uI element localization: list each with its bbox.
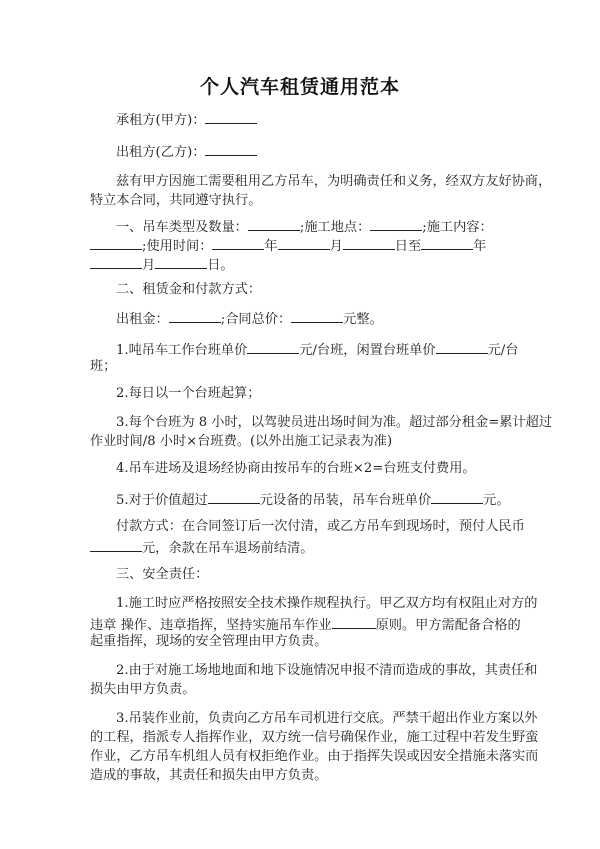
idle-price-blank[interactable]	[436, 340, 488, 354]
site-blank[interactable]	[370, 217, 422, 231]
item3-3-line-2: 的工程，指派专人指挥作业，双方统一信号确保作业，施工过程中若发生野蛮	[90, 730, 539, 745]
item2-1-line-1	[116, 340, 518, 359]
use-time-label: ;使用时间：	[142, 239, 213, 254]
section1-line-1	[116, 217, 493, 236]
safety-principle-blank[interactable]	[332, 615, 376, 629]
lessor-line	[116, 142, 257, 161]
work-content-label: ;施工内容：	[422, 220, 493, 235]
end-day-blank[interactable]	[155, 255, 207, 269]
item2-1-line-2: 班；	[90, 359, 117, 374]
total-price-blank[interactable]	[291, 309, 343, 323]
section1-line-2	[90, 236, 486, 255]
day-to-label: 日至	[394, 239, 422, 254]
item2-5	[116, 490, 510, 509]
payment-line-2	[90, 538, 313, 557]
item2-2: 2.每日以一个台班起算；	[116, 386, 261, 401]
work-content-blank[interactable]	[90, 236, 142, 250]
total-price-unit: 元整。	[343, 312, 383, 327]
item3-2-line-1: 2.由于对施工场地地面和地下设施情况申报不清而造成的事故，其责任和	[116, 663, 538, 678]
item2-3-line-1: 3.每个台班为 8 小时，以驾驶员进出场时间为准。超过部分租金=累计超过	[116, 415, 553, 430]
page-title: 个人汽车租赁通用范本	[199, 76, 400, 98]
site-label: ;施工地点：	[299, 220, 371, 235]
lessor-label: 出租方(乙方)：	[116, 145, 206, 160]
lessee-label: 承租方(甲方)：	[116, 113, 206, 128]
total-price-label: ;合同总价：	[220, 312, 292, 327]
equipment-value-label: 5.对于价值超过	[116, 493, 208, 508]
month-label-1: 月	[329, 239, 343, 254]
safety-principle-label: 违章 操作、违章指挥，坚持实施吊车作业	[90, 618, 332, 633]
item3-1-line-3: 起重指挥，现场的安全管理由甲方负责。	[90, 634, 328, 649]
unit-price-blank[interactable]	[247, 340, 299, 354]
item3-3-line-4: 造成的事故，其责任和损失由甲方负责。	[90, 768, 328, 783]
day-end-label: 日。	[207, 258, 234, 273]
qualified-command-label: 原则。甲方需配备合格的	[375, 618, 521, 633]
unit-price-label: 1.吨吊车工作台班单价	[116, 343, 248, 358]
item2-4: 4.吊车进场及退场经协商由按吊车的台班×2=台班支付费用。	[116, 461, 476, 476]
rent-line	[116, 309, 383, 328]
item2-3-line-2: 作业时间/8 小时×台班费。(以外出施工记录表为准)	[90, 434, 393, 449]
year-label-1: 年	[264, 239, 278, 254]
hoist-price-blank[interactable]	[431, 490, 483, 504]
rent-blank[interactable]	[169, 309, 221, 323]
lessor-blank[interactable]	[205, 142, 257, 156]
month-label-2: 月	[142, 258, 156, 273]
idle-price-unit: 元/台	[487, 343, 519, 358]
item3-3-line-3: 作业，乙方吊车机组人员有权拒绝作业。由于指挥失误或因安全措施未落实而	[90, 749, 539, 764]
section2-heading: 二、租赁金和付款方式：	[116, 282, 262, 297]
crane-type-label: 一、吊车类型及数量：	[116, 220, 248, 235]
intro-line-2: 特立本合同，共同遵守执行。	[90, 193, 262, 208]
section1-line-3	[90, 255, 234, 274]
hoist-price-unit: 元。	[483, 493, 510, 508]
item3-2-line-2: 损失由甲方负责。	[90, 682, 196, 697]
item3-1-line-1: 1.施工时应严格按照安全技术操作规程执行。甲乙双方均有权阻止对方的	[116, 596, 538, 611]
start-year-blank[interactable]	[212, 236, 264, 250]
crane-type-blank[interactable]	[248, 217, 300, 231]
section3-heading: 三、安全责任：	[116, 567, 209, 582]
item3-1-line-2	[90, 615, 521, 634]
lessee-line	[116, 110, 257, 129]
intro-line-1: 兹有甲方因施工需要租用乙方吊车，为明确责任和义务，经双方友好协商，	[116, 174, 552, 189]
start-day-blank[interactable]	[343, 236, 395, 250]
equipment-value-blank[interactable]	[208, 490, 260, 504]
prepay-rest: 元，余款在吊车退场前结清。	[142, 541, 314, 556]
item3-3-line-1: 3.吊装作业前，负责向乙方吊车司机进行交底。严禁干超出作业方案以外	[116, 711, 538, 726]
end-year-blank[interactable]	[421, 236, 473, 250]
rent-label: 出租金：	[116, 312, 169, 327]
hoist-price-label: 元设备的吊装，吊车台班单价	[259, 493, 432, 508]
payment-line-1: 付款方式：在合同签订后一次付清，或乙方吊车到现场时，预付人民币	[116, 519, 525, 534]
year-label-2: 年	[473, 239, 487, 254]
idle-price-label: 元/台班，闲置台班单价	[299, 343, 436, 358]
end-month-blank[interactable]	[90, 255, 142, 269]
start-month-blank[interactable]	[278, 236, 330, 250]
prepay-blank[interactable]	[90, 538, 142, 552]
lessee-blank[interactable]	[205, 110, 257, 124]
